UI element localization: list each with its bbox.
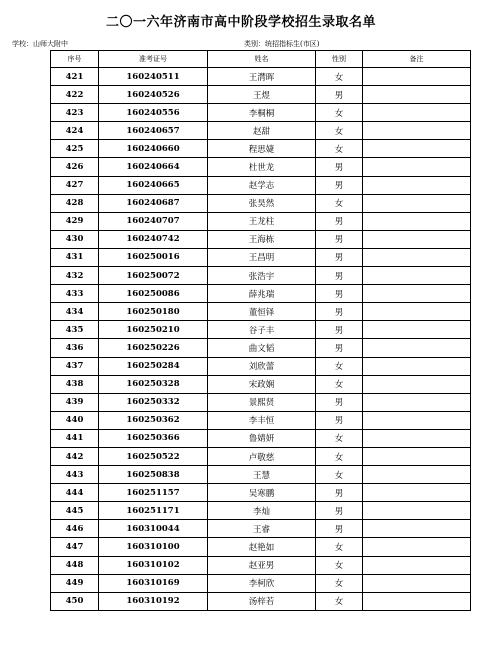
cell-seq: 427 bbox=[51, 176, 99, 194]
cell-gender: 女 bbox=[316, 447, 363, 465]
cell-seq: 430 bbox=[51, 230, 99, 248]
table-row bbox=[51, 285, 471, 303]
cell-note bbox=[363, 321, 471, 339]
cell-seq: 438 bbox=[51, 375, 99, 393]
cell-note bbox=[363, 357, 471, 375]
cell-name: 李灿 bbox=[208, 502, 316, 520]
cell-name: 董恒铎 bbox=[208, 303, 316, 321]
table-row bbox=[51, 104, 471, 122]
cell-seq: 448 bbox=[51, 556, 99, 574]
cell-name: 李丰恒 bbox=[208, 411, 316, 429]
cell-seq: 431 bbox=[51, 248, 99, 266]
cell-gender: 男 bbox=[316, 321, 363, 339]
cell-exam-no: 160240742 bbox=[99, 230, 208, 248]
cell-note bbox=[363, 303, 471, 321]
cell-gender: 男 bbox=[316, 176, 363, 194]
cell-name: 吴寒鹏 bbox=[208, 484, 316, 502]
cell-seq: 446 bbox=[51, 520, 99, 538]
cell-exam-no: 160240556 bbox=[99, 104, 208, 122]
cell-exam-no: 160310102 bbox=[99, 556, 208, 574]
table-row bbox=[51, 447, 471, 465]
cell-gender: 男 bbox=[316, 267, 363, 285]
cell-name: 张浩宇 bbox=[208, 267, 316, 285]
table-row bbox=[51, 303, 471, 321]
document-title: 二〇一六年济南市高中阶段学校招生录取名单 bbox=[105, 15, 376, 30]
table-row bbox=[51, 502, 471, 520]
cell-exam-no: 160240687 bbox=[99, 194, 208, 212]
cell-exam-no: 160251157 bbox=[99, 484, 208, 502]
header-seq: 序号 bbox=[51, 51, 99, 68]
cell-note bbox=[363, 411, 471, 429]
cell-gender: 男 bbox=[316, 339, 363, 357]
table-row bbox=[51, 375, 471, 393]
cell-exam-no: 160250522 bbox=[99, 447, 208, 465]
cell-exam-no: 160310044 bbox=[99, 520, 208, 538]
table-row bbox=[51, 411, 471, 429]
cell-note bbox=[363, 429, 471, 447]
cell-seq: 422 bbox=[51, 86, 99, 104]
cell-note bbox=[363, 267, 471, 285]
table-row bbox=[51, 357, 471, 375]
cell-seq: 439 bbox=[51, 393, 99, 411]
cell-gender: 男 bbox=[316, 230, 363, 248]
table-row bbox=[51, 466, 471, 484]
cell-seq: 434 bbox=[51, 303, 99, 321]
cell-gender: 男 bbox=[316, 158, 363, 176]
cell-gender: 女 bbox=[316, 466, 363, 484]
table-row bbox=[51, 393, 471, 411]
table-row bbox=[51, 556, 471, 574]
table-row bbox=[51, 176, 471, 194]
cell-note bbox=[363, 556, 471, 574]
cell-exam-no: 160240511 bbox=[99, 68, 208, 86]
table-body bbox=[51, 68, 471, 611]
cell-name: 王慧 bbox=[208, 466, 316, 484]
cell-note bbox=[363, 68, 471, 86]
cell-gender: 男 bbox=[316, 248, 363, 266]
cell-seq: 443 bbox=[51, 466, 99, 484]
table-row bbox=[51, 86, 471, 104]
cell-exam-no: 160310100 bbox=[99, 538, 208, 556]
cell-note bbox=[363, 122, 471, 140]
cell-seq: 437 bbox=[51, 357, 99, 375]
cell-seq: 429 bbox=[51, 212, 99, 230]
cell-note bbox=[363, 104, 471, 122]
cell-seq: 428 bbox=[51, 194, 99, 212]
cell-gender: 女 bbox=[316, 122, 363, 140]
cell-name: 宋政娴 bbox=[208, 375, 316, 393]
cell-seq: 426 bbox=[51, 158, 99, 176]
table-row bbox=[51, 339, 471, 357]
cell-gender: 男 bbox=[316, 393, 363, 411]
cell-name: 卢敬慈 bbox=[208, 447, 316, 465]
cell-name: 赵亚男 bbox=[208, 556, 316, 574]
cell-name: 李柯欣 bbox=[208, 574, 316, 592]
cell-exam-no: 160240665 bbox=[99, 176, 208, 194]
cell-seq: 424 bbox=[51, 122, 99, 140]
cell-exam-no: 160251171 bbox=[99, 502, 208, 520]
cell-note bbox=[363, 158, 471, 176]
table-row bbox=[51, 267, 471, 285]
cell-exam-no: 160310169 bbox=[99, 574, 208, 592]
cell-seq: 449 bbox=[51, 574, 99, 592]
cell-name: 张昊然 bbox=[208, 194, 316, 212]
cell-exam-no: 160240664 bbox=[99, 158, 208, 176]
cell-note bbox=[363, 230, 471, 248]
cell-seq: 432 bbox=[51, 267, 99, 285]
cell-seq: 445 bbox=[51, 502, 99, 520]
cell-gender: 女 bbox=[316, 375, 363, 393]
cell-gender: 男 bbox=[316, 285, 363, 303]
table-row bbox=[51, 484, 471, 502]
cell-seq: 440 bbox=[51, 411, 99, 429]
cell-gender: 男 bbox=[316, 411, 363, 429]
cell-gender: 女 bbox=[316, 538, 363, 556]
cell-note bbox=[363, 538, 471, 556]
cell-exam-no: 160240657 bbox=[99, 122, 208, 140]
cell-name: 鲁婧妍 bbox=[208, 429, 316, 447]
table-row bbox=[51, 520, 471, 538]
table-row bbox=[51, 429, 471, 447]
cell-note bbox=[363, 248, 471, 266]
cell-gender: 女 bbox=[316, 140, 363, 158]
cell-seq: 436 bbox=[51, 339, 99, 357]
table-row bbox=[51, 140, 471, 158]
cell-note bbox=[363, 502, 471, 520]
cell-name: 王昌明 bbox=[208, 248, 316, 266]
cell-name: 赵艳如 bbox=[208, 538, 316, 556]
table-row bbox=[51, 321, 471, 339]
cell-exam-no: 160250086 bbox=[99, 285, 208, 303]
cell-note bbox=[363, 375, 471, 393]
admission-table bbox=[50, 50, 471, 611]
header-name: 姓名 bbox=[208, 51, 316, 68]
cell-note bbox=[363, 574, 471, 592]
cell-gender: 男 bbox=[316, 484, 363, 502]
cell-note bbox=[363, 194, 471, 212]
cell-exam-no: 160250180 bbox=[99, 303, 208, 321]
cell-seq: 441 bbox=[51, 429, 99, 447]
cell-gender: 女 bbox=[316, 556, 363, 574]
cell-note bbox=[363, 140, 471, 158]
header-exam-no: 准考证号 bbox=[99, 51, 208, 68]
cell-name: 汤梓若 bbox=[208, 592, 316, 610]
cell-note bbox=[363, 285, 471, 303]
table-row bbox=[51, 194, 471, 212]
cell-name: 程思婕 bbox=[208, 140, 316, 158]
cell-note bbox=[363, 176, 471, 194]
cell-gender: 女 bbox=[316, 429, 363, 447]
cell-gender: 女 bbox=[316, 68, 363, 86]
cell-gender: 男 bbox=[316, 520, 363, 538]
cell-name: 赵学志 bbox=[208, 176, 316, 194]
cell-seq: 421 bbox=[51, 68, 99, 86]
header-gender: 性别 bbox=[316, 51, 363, 68]
cell-gender: 男 bbox=[316, 86, 363, 104]
cell-note bbox=[363, 484, 471, 502]
cell-exam-no: 160240660 bbox=[99, 140, 208, 158]
table-row bbox=[51, 538, 471, 556]
cell-seq: 425 bbox=[51, 140, 99, 158]
table-header-row bbox=[51, 51, 471, 68]
cell-exam-no: 160250072 bbox=[99, 267, 208, 285]
cell-name: 谷子丰 bbox=[208, 321, 316, 339]
cell-name: 李桐桐 bbox=[208, 104, 316, 122]
cell-note bbox=[363, 393, 471, 411]
table-row bbox=[51, 592, 471, 610]
school-label: 学校：山师大附中 bbox=[12, 40, 68, 48]
table-row bbox=[51, 248, 471, 266]
cell-note bbox=[363, 592, 471, 610]
table-row bbox=[51, 574, 471, 592]
cell-exam-no: 160250210 bbox=[99, 321, 208, 339]
cell-name: 王龙柱 bbox=[208, 212, 316, 230]
cell-note bbox=[363, 447, 471, 465]
table-row bbox=[51, 68, 471, 86]
cell-gender: 女 bbox=[316, 592, 363, 610]
cell-name: 景熙贤 bbox=[208, 393, 316, 411]
table-row bbox=[51, 212, 471, 230]
category-label: 类别：统招指标生(市区) bbox=[244, 40, 320, 48]
cell-exam-no: 160250366 bbox=[99, 429, 208, 447]
cell-name: 王煜 bbox=[208, 86, 316, 104]
cell-seq: 442 bbox=[51, 447, 99, 465]
cell-gender: 男 bbox=[316, 212, 363, 230]
cell-gender: 女 bbox=[316, 357, 363, 375]
cell-seq: 450 bbox=[51, 592, 99, 610]
table-row bbox=[51, 158, 471, 176]
table-row bbox=[51, 122, 471, 140]
cell-name: 刘欣蕾 bbox=[208, 357, 316, 375]
cell-exam-no: 160250328 bbox=[99, 375, 208, 393]
cell-seq: 433 bbox=[51, 285, 99, 303]
cell-name: 王睿 bbox=[208, 520, 316, 538]
cell-note bbox=[363, 466, 471, 484]
cell-exam-no: 160310192 bbox=[99, 592, 208, 610]
cell-exam-no: 160240526 bbox=[99, 86, 208, 104]
cell-exam-no: 160250226 bbox=[99, 339, 208, 357]
header-note: 备注 bbox=[363, 51, 471, 68]
cell-gender: 男 bbox=[316, 303, 363, 321]
cell-exam-no: 160240707 bbox=[99, 212, 208, 230]
cell-exam-no: 160250838 bbox=[99, 466, 208, 484]
cell-name: 赵甜 bbox=[208, 122, 316, 140]
cell-name: 杜世龙 bbox=[208, 158, 316, 176]
cell-note bbox=[363, 520, 471, 538]
cell-exam-no: 160250332 bbox=[99, 393, 208, 411]
cell-seq: 447 bbox=[51, 538, 99, 556]
cell-note bbox=[363, 212, 471, 230]
cell-name: 薛兆瑞 bbox=[208, 285, 316, 303]
cell-exam-no: 160250362 bbox=[99, 411, 208, 429]
cell-seq: 444 bbox=[51, 484, 99, 502]
cell-note bbox=[363, 86, 471, 104]
table-row bbox=[51, 230, 471, 248]
cell-exam-no: 160250016 bbox=[99, 248, 208, 266]
cell-name: 王海栋 bbox=[208, 230, 316, 248]
cell-gender: 女 bbox=[316, 574, 363, 592]
cell-name: 王潸晖 bbox=[208, 68, 316, 86]
cell-gender: 女 bbox=[316, 104, 363, 122]
cell-seq: 423 bbox=[51, 104, 99, 122]
cell-exam-no: 160250284 bbox=[99, 357, 208, 375]
cell-gender: 男 bbox=[316, 502, 363, 520]
cell-gender: 女 bbox=[316, 194, 363, 212]
cell-seq: 435 bbox=[51, 321, 99, 339]
cell-name: 曲文韬 bbox=[208, 339, 316, 357]
cell-note bbox=[363, 339, 471, 357]
